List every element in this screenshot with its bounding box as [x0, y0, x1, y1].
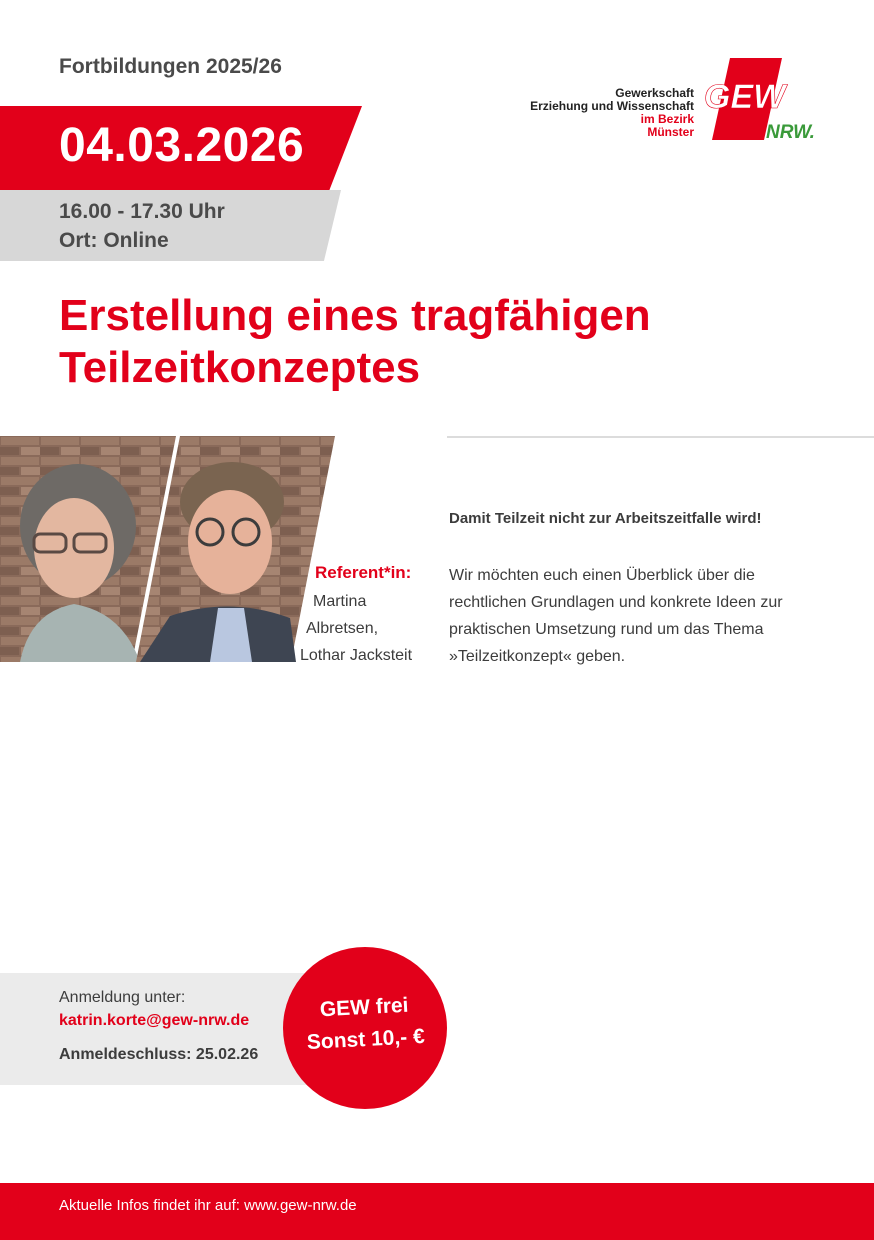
speaker-name-2: Albretsen, [306, 620, 379, 637]
logo-line-2: Erziehung und Wissenschaft [530, 99, 694, 113]
event-time-location [59, 197, 225, 255]
event-location: Ort: Online [59, 229, 169, 252]
logo-line-1: Gewerkschaft [615, 86, 694, 100]
gew-logo [702, 56, 822, 146]
description-line-1: Wir möchten euch einen Überblick über die [449, 567, 755, 584]
event-date: 04.03.2026 [59, 119, 305, 172]
logo-text [394, 87, 694, 139]
price-line-1: GEW frei [319, 993, 410, 1022]
speaker-label: Referent*in: [315, 563, 412, 582]
price-text [281, 988, 448, 1060]
description-line-3: praktischen Umsetzung rund um das Thema [449, 621, 764, 638]
logo-line-3: im Bezirk [640, 112, 694, 126]
speaker-name-1: Martina [313, 593, 367, 610]
divider-line [447, 436, 874, 438]
description-body [449, 562, 829, 670]
footer-text[interactable]: Aktuelle Infos findet ihr auf: www.gew-nrw.de [59, 1197, 357, 1214]
description-line-4: »Teilzeitkonzept« geben. [449, 648, 626, 665]
registration-email-link[interactable]: katrin.korte@gew-nrw.de [59, 1012, 250, 1029]
event-title-line-2: Teilzeitkonzeptes [59, 343, 421, 392]
logo-gew-text: GEW [704, 78, 786, 116]
series-title: Fortbildungen 2025/26 [59, 55, 282, 78]
registration-deadline: Anmeldeschluss: 25.02.26 [59, 1046, 259, 1063]
logo-line-4: Münster [647, 125, 694, 139]
event-title [59, 290, 839, 394]
event-title-line-1: Erstellung eines tragfähigen [59, 291, 651, 340]
speaker-name-3: Lothar Jacksteit [300, 647, 413, 664]
registration-label: Anmeldung unter: [59, 989, 186, 1006]
price-line-2: Sonst 10,- € [306, 1024, 426, 1055]
description-line-2: rechtlichen Grundlagen und konkrete Ideen zur [449, 594, 783, 611]
description-lead: Damit Teilzeit nicht zur Arbeitszeitfalle wird! [449, 510, 762, 527]
speaker-photos [0, 436, 335, 662]
logo-nrw-text: NRW. [766, 122, 815, 143]
event-time: 16.00 - 17.30 Uhr [59, 200, 225, 223]
